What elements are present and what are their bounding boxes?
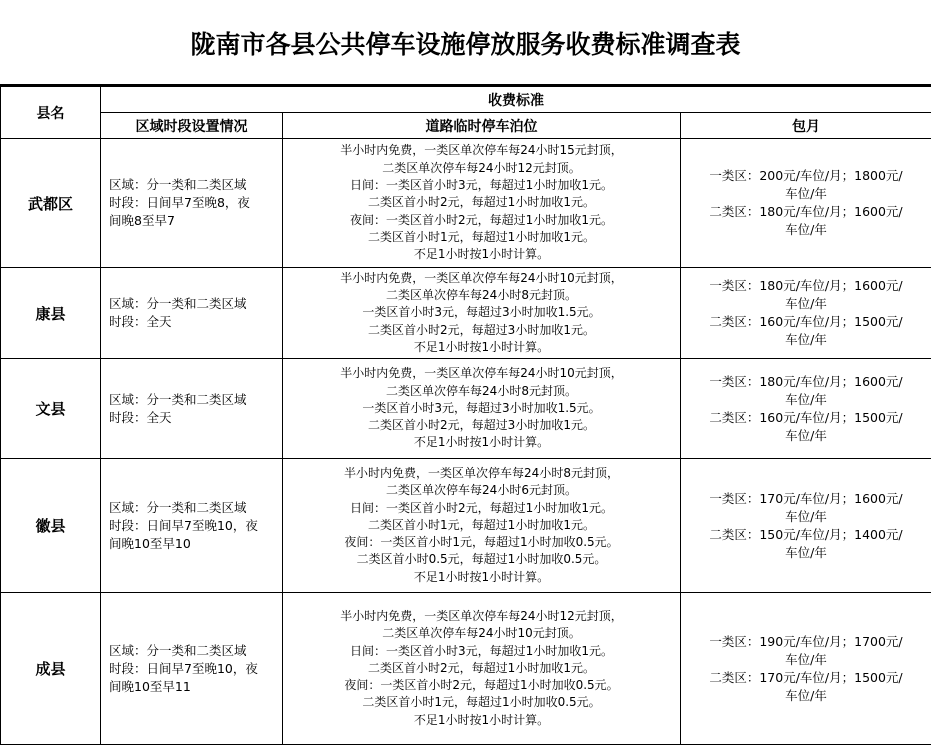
road-parking-cell-line: 半小时内免费，一类区单次停车每24小时10元封顶，: [340, 270, 623, 285]
monthly-cell-line: 车位/年: [785, 427, 827, 443]
table-row: [1, 459, 931, 593]
area-time-cell-line: 区域：分一类和二类区域: [109, 296, 247, 311]
monthly-cell: [681, 268, 931, 359]
header-county: 县名: [1, 87, 101, 139]
road-parking-cell: [283, 139, 681, 268]
road-parking-cell-line: 日间：一类区首小时3元，每超过1小时加收1元。: [350, 643, 613, 658]
table-row: [1, 359, 931, 459]
road-parking-cell-line: 半小时内免费，一类区单次停车每24小时15元封顶，: [340, 143, 623, 158]
area-time-cell-line: 间晚8至早7: [109, 213, 175, 228]
road-parking-cell: [283, 459, 681, 593]
header-row-1: [1, 87, 931, 113]
area-time-cell: [101, 268, 283, 359]
road-parking-cell-line: 不足1小时按1小时计算。: [413, 569, 550, 584]
header-fee-standard: 收费标准: [101, 87, 931, 113]
monthly-cell-line: 车位/年: [785, 296, 827, 311]
area-time-cell-line: 时段：日间早7至晚10，夜: [109, 660, 258, 676]
area-time-cell-line: 时段：日间早7至晚10，夜: [109, 517, 258, 533]
road-parking-cell-line: 二类区首小时1元，每超过1小时加收1元。: [368, 517, 595, 532]
area-time-cell-line: 区域：分一类和二类区域: [109, 391, 247, 407]
monthly-cell-line: 一类区：180元/车位/月；1600元/: [709, 373, 903, 389]
area-time-cell-line: 区域：分一类和二类区域: [109, 499, 247, 515]
road-parking-cell: [283, 593, 681, 745]
road-parking-cell-line: 二类区首小时2元，每超过1小时加收1元。: [368, 660, 595, 675]
road-parking-cell-line: 半小时内免费，一类区单次停车每24小时8元封顶，: [344, 465, 619, 480]
monthly-cell-line: 车位/年: [785, 332, 827, 347]
header-row-2: [1, 113, 931, 139]
road-parking-cell-line: 一类区首小时3元，每超过3小时加收1.5元。: [362, 305, 601, 320]
road-parking-cell-line: 半小时内免费，一类区单次停车每24小时12元封顶，: [340, 608, 623, 623]
monthly-cell-line: 一类区：170元/车位/月；1600元/: [709, 490, 903, 506]
monthly-cell: [681, 139, 931, 268]
table-row: [1, 593, 931, 745]
county-name: 文县: [1, 359, 101, 459]
area-time-cell: [101, 593, 283, 745]
area-time-cell-line: 间晚10至早10: [109, 535, 191, 551]
road-parking-cell: [283, 268, 681, 359]
area-time-cell-line: 时段：日间早7至晚8，夜: [109, 195, 250, 210]
road-parking-cell-line: 日间：一类区首小时3元，每超过1小时加收1元。: [350, 178, 613, 193]
road-parking-cell-line: 半小时内免费，一类区单次停车每24小时10元封顶，: [340, 366, 623, 381]
road-parking-cell-line: 日间：一类区首小时2元，每超过1小时加收1元。: [350, 500, 613, 515]
monthly-cell: [681, 359, 931, 459]
monthly-cell-line: 车位/年: [785, 186, 827, 201]
monthly-cell-line: 车位/年: [785, 544, 827, 560]
county-name: 康县: [1, 268, 101, 359]
county-name: 武都区: [1, 139, 101, 268]
road-parking-cell-line: 二类区单次停车每24小时8元封顶。: [386, 288, 577, 303]
area-time-cell-line: 区域：分一类和二类区域: [109, 642, 247, 658]
monthly-cell-line: 车位/年: [785, 222, 827, 237]
road-parking-cell-line: 二类区单次停车每24小时8元封顶。: [386, 383, 577, 398]
monthly-cell-line: 二类区：180元/车位/月；1600元/: [709, 204, 903, 219]
road-parking-cell-line: 不足1小时按1小时计算。: [413, 712, 550, 727]
header-monthly: 包月: [681, 113, 931, 139]
road-parking-cell-line: 一类区首小时3元，每超过3小时加收1.5元。: [362, 400, 601, 415]
road-parking-cell-line: 二类区单次停车每24小时12元封顶。: [382, 160, 581, 175]
monthly-cell-line: 车位/年: [785, 508, 827, 524]
county-name: 成县: [1, 593, 101, 745]
area-time-cell-line: 区域：分一类和二类区域: [109, 177, 247, 192]
monthly-cell-line: 二类区：170元/车位/月；1500元/: [709, 669, 903, 685]
road-parking-cell-line: 不足1小时按1小时计算。: [413, 339, 550, 354]
monthly-cell-line: 车位/年: [785, 651, 827, 667]
county-name: 徽县: [1, 459, 101, 593]
fee-table: [0, 86, 931, 745]
area-time-cell: [101, 359, 283, 459]
table-row: [1, 139, 931, 268]
road-parking-cell-line: 二类区首小时2元，每超过1小时加收1元。: [368, 195, 595, 210]
area-time-cell: [101, 459, 283, 593]
monthly-cell-line: 一类区：180元/车位/月；1600元/: [709, 278, 903, 293]
monthly-cell: [681, 593, 931, 745]
monthly-cell-line: 一类区：200元/车位/月；1800元/: [709, 168, 903, 183]
road-parking-cell-line: 夜间：一类区首小时2元，每超过1小时加收1元。: [350, 212, 613, 227]
road-parking-cell-line: 二类区首小时2元，每超过3小时加收1元。: [368, 322, 595, 337]
road-parking-cell-line: 夜间：一类区首小时2元，每超过1小时加收0.5元。: [344, 678, 619, 693]
monthly-cell-line: 车位/年: [785, 687, 827, 703]
page-title: 陇南市各县公共停车设施停放服务收费标准调查表: [190, 29, 741, 59]
monthly-cell-line: 一类区：190元/车位/月；1700元/: [709, 633, 903, 649]
road-parking-cell-line: 二类区首小时1元，每超过1小时加收1元。: [368, 229, 595, 244]
road-parking-cell-line: 二类区首小时2元，每超过3小时加收1元。: [368, 418, 595, 433]
monthly-cell: [681, 459, 931, 593]
road-parking-cell-line: 不足1小时按1小时计算。: [413, 435, 550, 450]
road-parking-cell-line: 夜间：一类区首小时1元，每超过1小时加收0.5元。: [344, 535, 619, 550]
monthly-cell-line: 二类区：150元/车位/月；1400元/: [709, 526, 903, 542]
monthly-cell-line: 车位/年: [785, 391, 827, 407]
road-parking-cell-line: 二类区单次停车每24小时6元封顶。: [386, 483, 577, 498]
table-row: [1, 268, 931, 359]
header-area-time: 区域时段设置情况: [101, 113, 283, 139]
road-parking-cell-line: 不足1小时按1小时计算。: [413, 247, 550, 262]
monthly-cell-line: 二类区：160元/车位/月；1500元/: [709, 409, 903, 425]
road-parking-cell: [283, 359, 681, 459]
road-parking-cell-line: 二类区首小时0.5元，每超过1小时加收0.5元。: [356, 552, 607, 567]
area-time-cell-line: 时段：全天: [109, 314, 172, 329]
area-time-cell-line: 间晚10至早11: [109, 678, 191, 694]
area-time-cell-line: 时段：全天: [109, 409, 172, 425]
area-time-cell: [101, 139, 283, 268]
header-road-parking: 道路临时停车泊位: [283, 113, 681, 139]
monthly-cell-line: 二类区：160元/车位/月；1500元/: [709, 314, 903, 329]
road-parking-cell-line: 二类区首小时1元，每超过1小时加收0.5元。: [362, 695, 601, 710]
road-parking-cell-line: 二类区单次停车每24小时10元封顶。: [382, 626, 581, 641]
